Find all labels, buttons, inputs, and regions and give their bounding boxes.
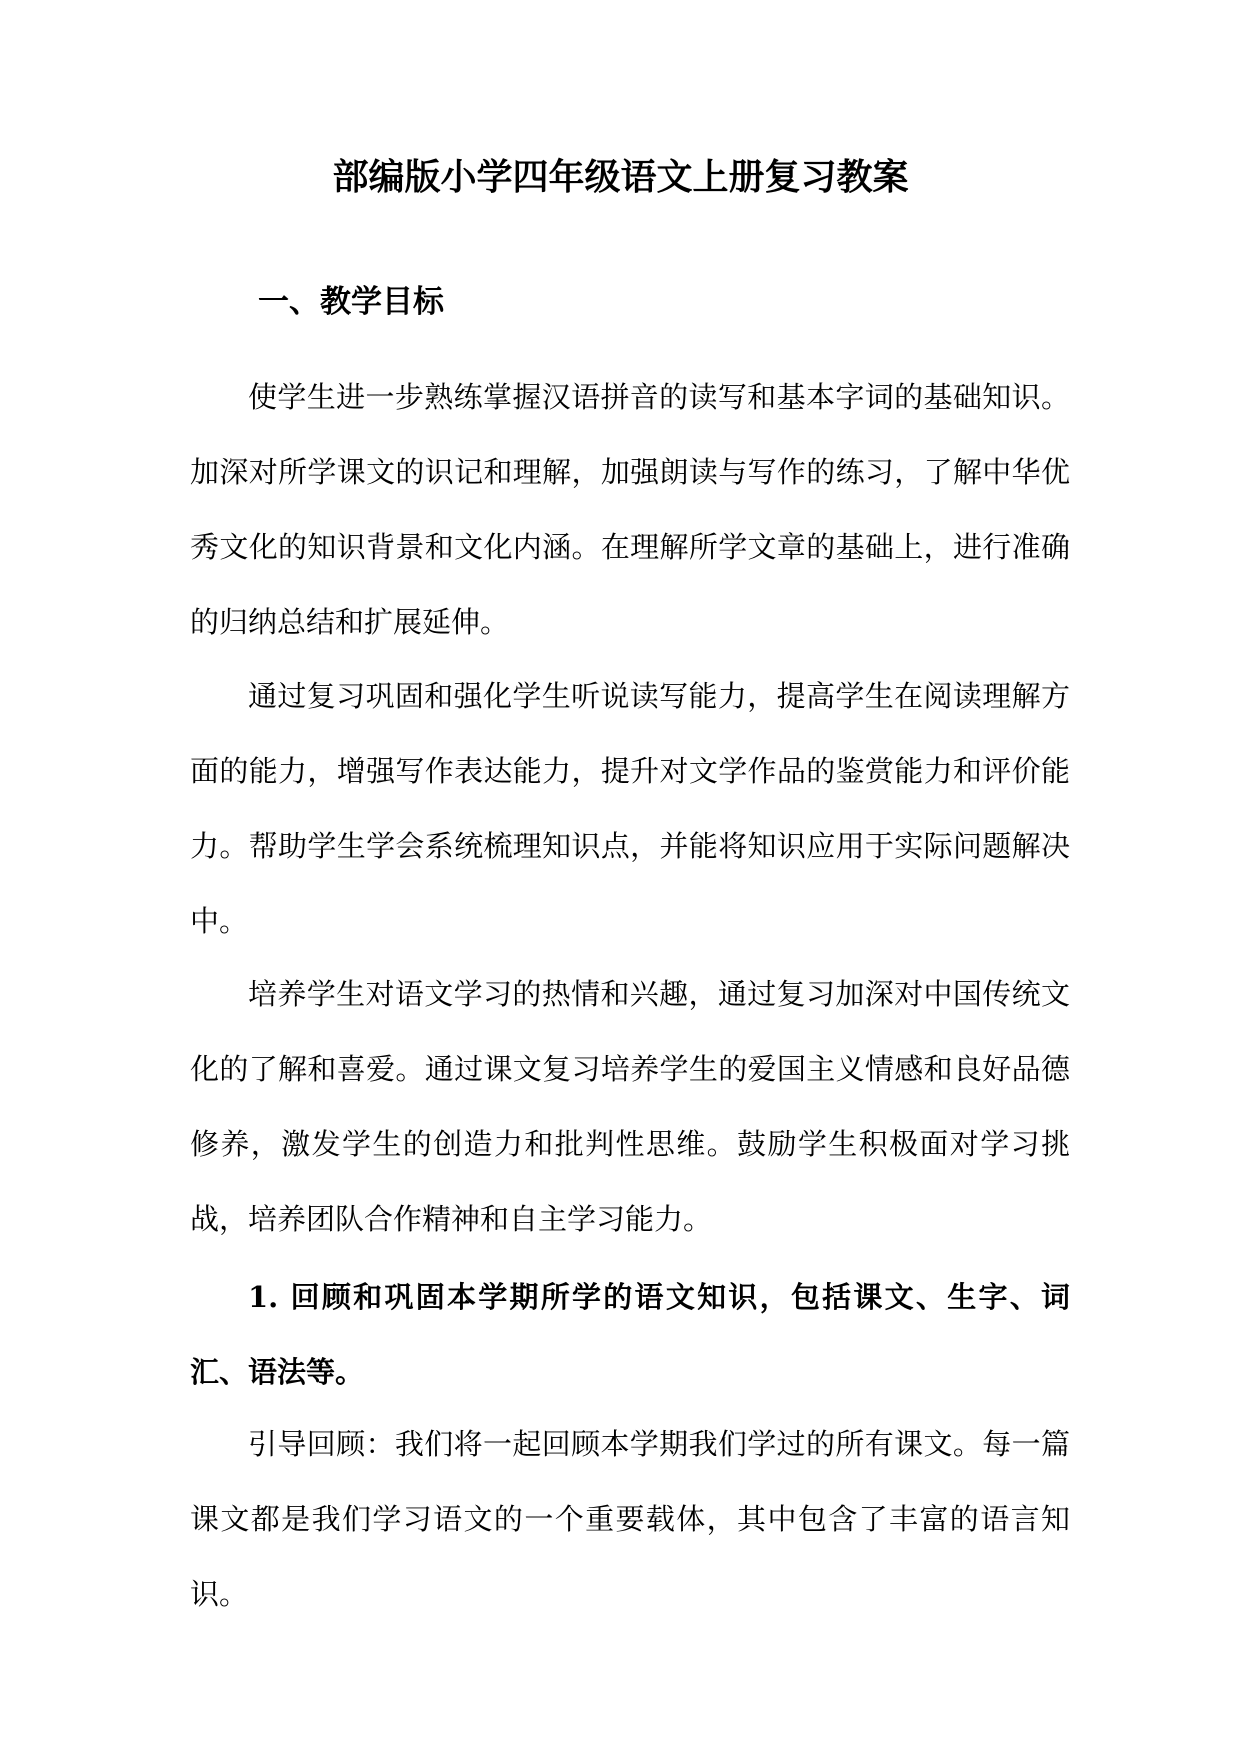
paragraph-goal-emotion: 培养学生对语文学习的热情和兴趣，通过复习加深对中国传统文化的了解和喜爱。通过课文复习培养学生的爱国主义情感和良好品德修养，激发学生的创造力和批判性思维。鼓励学生积极面对学习挑战，培养团队合作精神和自主学习能力。 xyxy=(190,977,1070,1236)
section-heading-teaching-goals: 一、教学目标 xyxy=(258,284,444,320)
document-title: 部编版小学四年级语文上册复习教案 xyxy=(332,156,909,198)
list-item-heading-1: 1. 回顾和巩固本学期所学的语文知识，包括课文、生字、词汇、语法等。 xyxy=(190,1280,1070,1389)
paragraph-guided-review: 引导回顾：我们将一起回顾本学期我们学过的所有课文。每一篇课文都是我们学习语文的一个重要载体，其中包含了丰富的语言知识。 xyxy=(190,1427,1070,1611)
paragraph-goal-knowledge: 使学生进一步熟练掌握汉语拼音的读写和基本字词的基础知识。加深对所学课文的识记和理解，加强朗读与写作的练习，了解中华优秀文化的知识背景和文化内涵。在理解所学文章的基础上，进行准确的归纳总结和扩展延伸。 xyxy=(190,380,1070,639)
paragraph-goal-ability: 通过复习巩固和强化学生听说读写能力，提高学生在阅读理解方面的能力，增强写作表达能力，提升对文学作品的鉴赏能力和评价能力。帮助学生学会系统梳理知识点，并能将知识应用于实际问题解决中。 xyxy=(190,679,1070,938)
